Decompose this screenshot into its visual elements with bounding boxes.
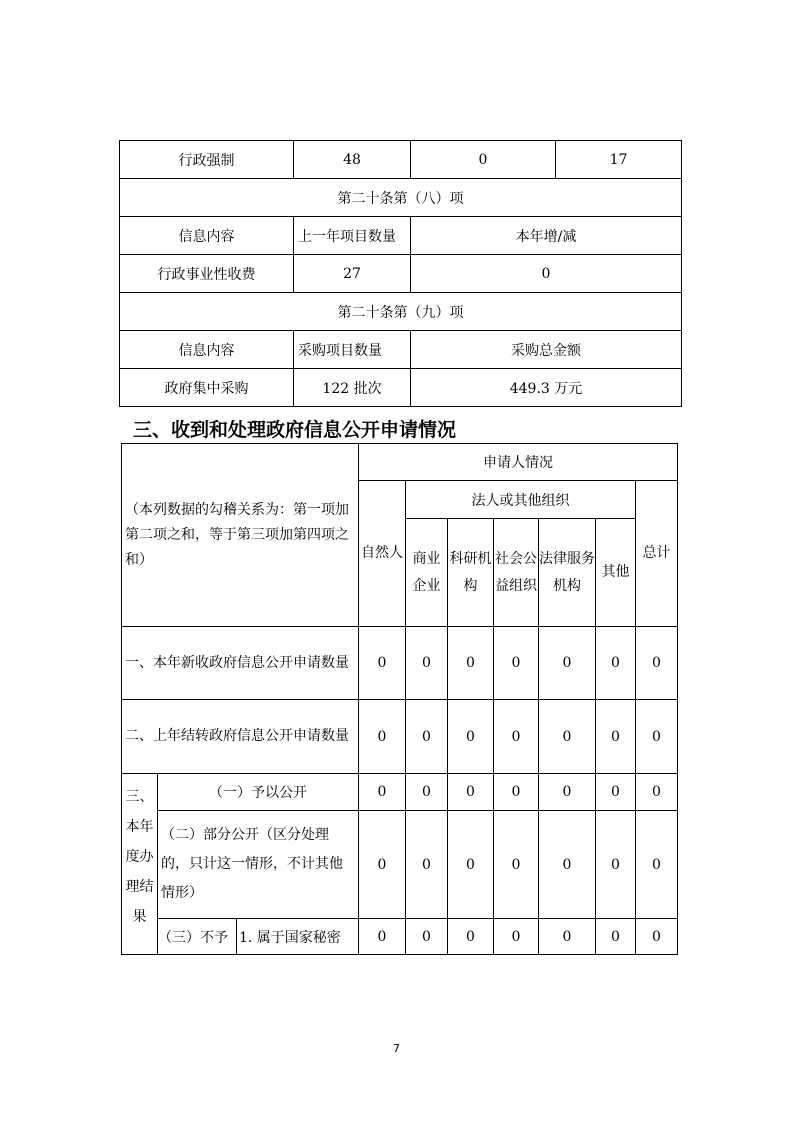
cell-value: 27 [294,255,411,293]
cell-value: 0 [359,627,406,700]
cell-value: 0 [494,627,539,700]
table-row [122,700,678,774]
row-group-label: 三、本年度办理结果 [122,774,158,955]
application-table [121,443,678,955]
table-row [122,919,678,955]
table-header-row [122,444,678,481]
cell-value: 0 [448,919,494,955]
section-heading: 第二十条第（八）项 [120,179,682,217]
cell-value: 0 [406,627,448,700]
table-row [120,141,682,179]
cell-value: 0 [596,774,636,811]
table-row [122,774,678,811]
cell-value: 0 [636,811,678,919]
cell-value: 0 [539,811,596,919]
legal-group-header: 法人或其他组织 [406,481,636,519]
column-header-natural-person: 自然人 [359,481,406,627]
cell-value: 0 [448,811,494,919]
row-label: 1. 属于国家秘密 [237,919,359,955]
cell-value: 0 [596,919,636,955]
table-note: （本列数据的勾稽关系为：第一项加第二项之和，等于第三项加第四项之和） [122,444,359,627]
table-section-row [120,179,682,217]
column-header: 采购项目数量 [294,331,411,369]
cell-value: 0 [636,919,678,955]
cell-value: 0 [406,700,448,774]
cell-value: 0 [359,774,406,811]
cell-value: 0 [411,141,556,179]
column-header: 信息内容 [120,331,294,369]
row-label: 二、上年结转政府信息公开申请数量 [122,700,359,774]
cell-value: 0 [596,700,636,774]
cell-value: 0 [359,700,406,774]
cell-value: 0 [406,919,448,955]
table-row [122,627,678,700]
cell-value: 122 批次 [294,369,411,407]
cell-value: 48 [294,141,411,179]
column-header-total: 总计 [636,481,678,627]
cell-value: 0 [494,919,539,955]
cell-value: 0 [539,774,596,811]
cell-value: 0 [494,700,539,774]
cell-value: 0 [494,774,539,811]
row-label: 行政事业性收费 [120,255,294,293]
column-header: 法律服务机构 [539,519,596,627]
column-header: 其他 [596,519,636,627]
cell-value: 0 [539,700,596,774]
row-sub-group-label: （三）不予 [158,919,237,955]
cell-value: 0 [448,627,494,700]
disclosure-table-top [119,140,682,407]
table-header-row [120,331,682,369]
cell-value: 0 [539,919,596,955]
column-header: 科研机构 [448,519,494,627]
table-row [120,369,682,407]
cell-value: 0 [539,627,596,700]
cell-value: 0 [636,774,678,811]
table-row [120,255,682,293]
section-title: 三、收到和处理政府信息公开申请情况 [133,419,457,441]
column-header: 上一年项目数量 [294,217,411,255]
page-number: 7 [393,1042,400,1055]
row-label: 一、本年新收政府信息公开申请数量 [122,627,359,700]
row-label: 行政强制 [120,141,294,179]
cell-value: 0 [411,255,682,293]
cell-value: 0 [406,811,448,919]
cell-value: 0 [636,627,678,700]
column-header: 商业企业 [406,519,448,627]
column-header: 信息内容 [120,217,294,255]
column-header: 社会公益组织 [494,519,539,627]
cell-value: 0 [636,700,678,774]
cell-value: 0 [448,700,494,774]
column-header: 本年增/减 [411,217,682,255]
cell-value: 0 [406,774,448,811]
table-row [122,811,678,919]
cell-value: 0 [596,811,636,919]
table-section-row [120,293,682,331]
applicant-header: 申请人情况 [359,444,678,481]
row-label: 政府集中采购 [120,369,294,407]
cell-value: 0 [359,919,406,955]
cell-value: 0 [359,811,406,919]
section-heading: 第二十条第（九）项 [120,293,682,331]
cell-value: 0 [448,774,494,811]
column-header: 采购总金额 [411,331,682,369]
row-label: （二）部分公开（区分处理的，只计这一情形，不计其他情形） [158,811,359,919]
cell-value: 0 [596,627,636,700]
cell-value: 0 [494,811,539,919]
cell-value: 449.3 万元 [411,369,682,407]
cell-value: 17 [556,141,682,179]
table-header-row [120,217,682,255]
row-label: （一）予以公开 [158,774,359,811]
